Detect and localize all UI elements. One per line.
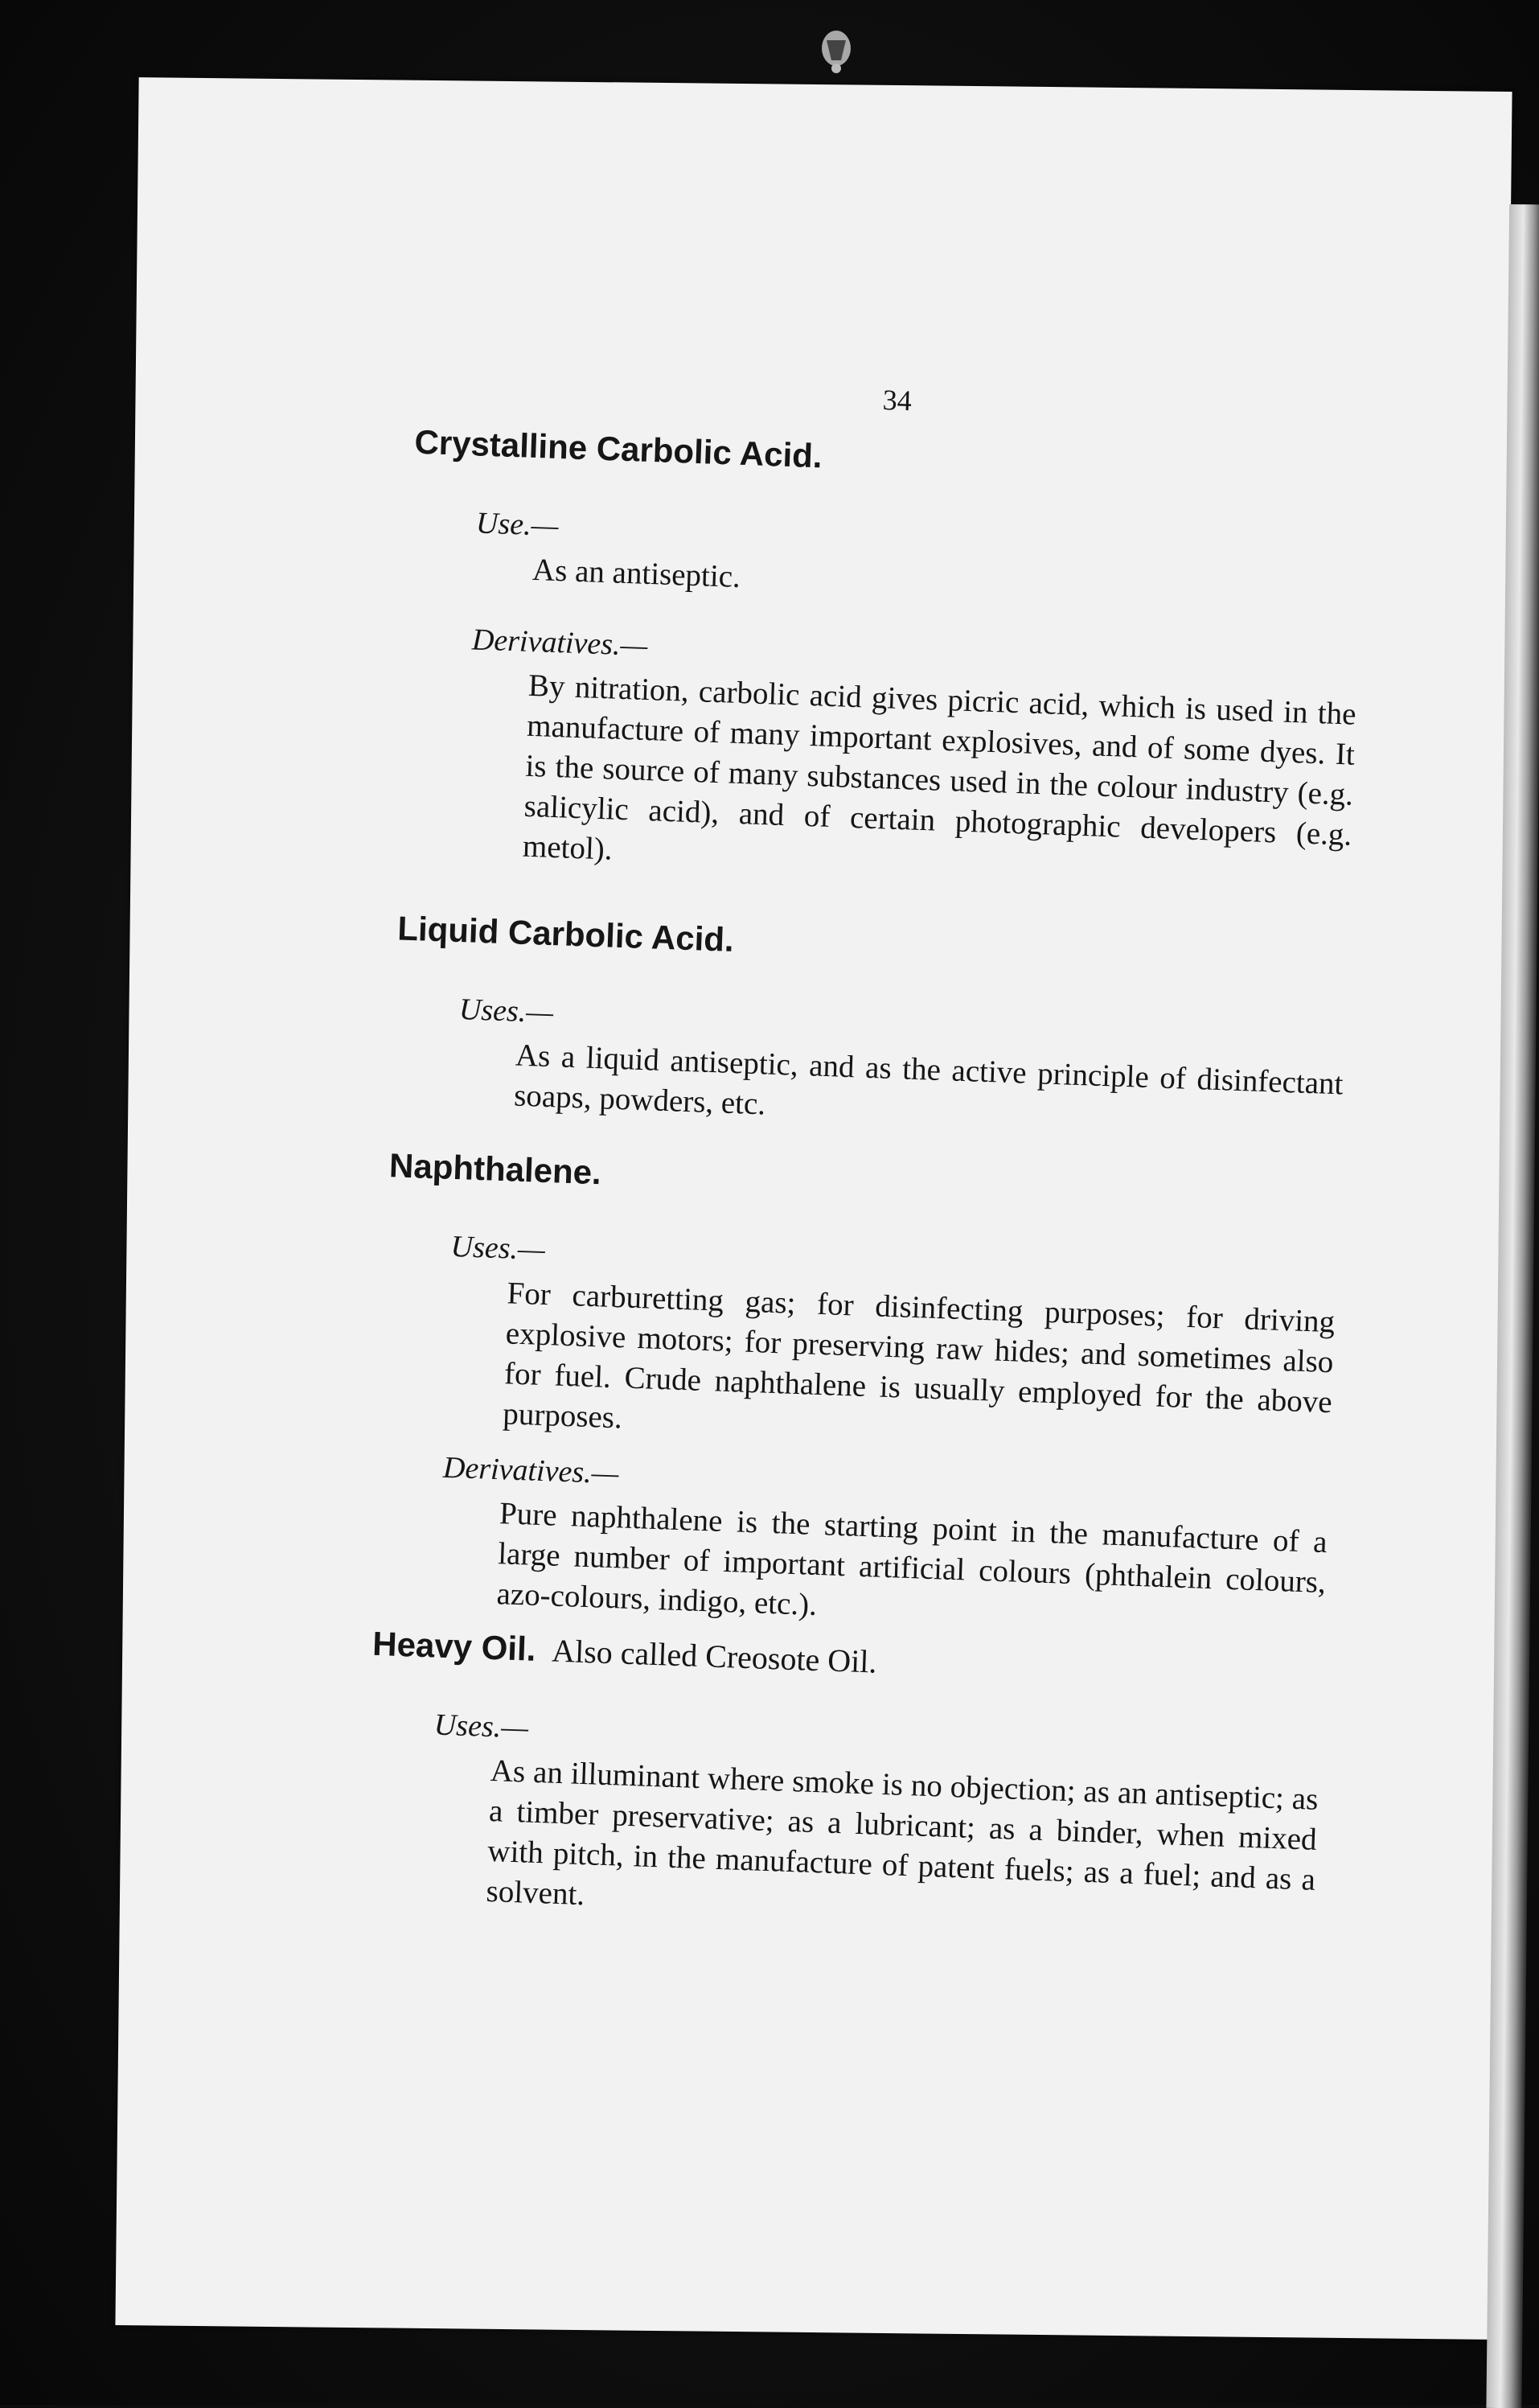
heading-title: Heavy Oil. (371, 1624, 537, 1668)
uses-text: For carburetting gas; for disinfecting purposes; for driving explosive motors; for preserving raw hides; and sometimes also for fuel. Crude naphthalene is usually employed for the above purposes. (502, 1276, 1336, 1436)
derivatives-text: Pure naphthalene is the starting point in the manufacture of a large number of important artificial colours (phthalein colours, azo-colours, indigo, etc.). (495, 1496, 1328, 1623)
uses-label: Uses.— (458, 992, 554, 1030)
book-page (115, 77, 1512, 2340)
section-heading-liquid-carbolic-acid: Liquid Carbolic Acid. (396, 909, 735, 959)
page-number: 34 (882, 383, 913, 417)
uses-label: Uses.— (449, 1229, 546, 1267)
page-text (72, 68, 1523, 2362)
derivatives-text: By nitration, carbolic acid gives picric acid, which is used in the manufacture of many important explosives, and of some dyes. It is the source of many substances used in the colour industry (e.g. salicylic acid), and of certain photographic developers (e.g. metol). (522, 668, 1357, 867)
section-heading-crystalline-carbolic-acid: Crystalline Carbolic Acid. (413, 422, 823, 475)
uses-text: As a liquid antiseptic, and as the active principle of disinfectant soaps, powders, etc. (513, 1038, 1344, 1122)
section-heading-heavy-oil (372, 1625, 878, 1681)
derivatives-label: Derivatives.— (442, 1450, 620, 1491)
use-text: As an antiseptic. (531, 552, 741, 594)
use-label: Use.— (475, 506, 560, 543)
library-stamp-icon (812, 24, 860, 80)
heading-note: Also called Creosote Oil. (551, 1632, 878, 1680)
uses-label: Uses.— (433, 1707, 529, 1745)
derivatives-label: Derivatives.— (471, 623, 649, 663)
section-heading-naphthalene: Naphthalene. (388, 1146, 602, 1192)
uses-text: As an illuminant where smoke is no objection; as an antiseptic; as a timber preservative; as a lubricant; as a binder, when mixed with pitch, in the manufacture of patent fuels; as a fuel; and as a solvent. (485, 1753, 1319, 1913)
